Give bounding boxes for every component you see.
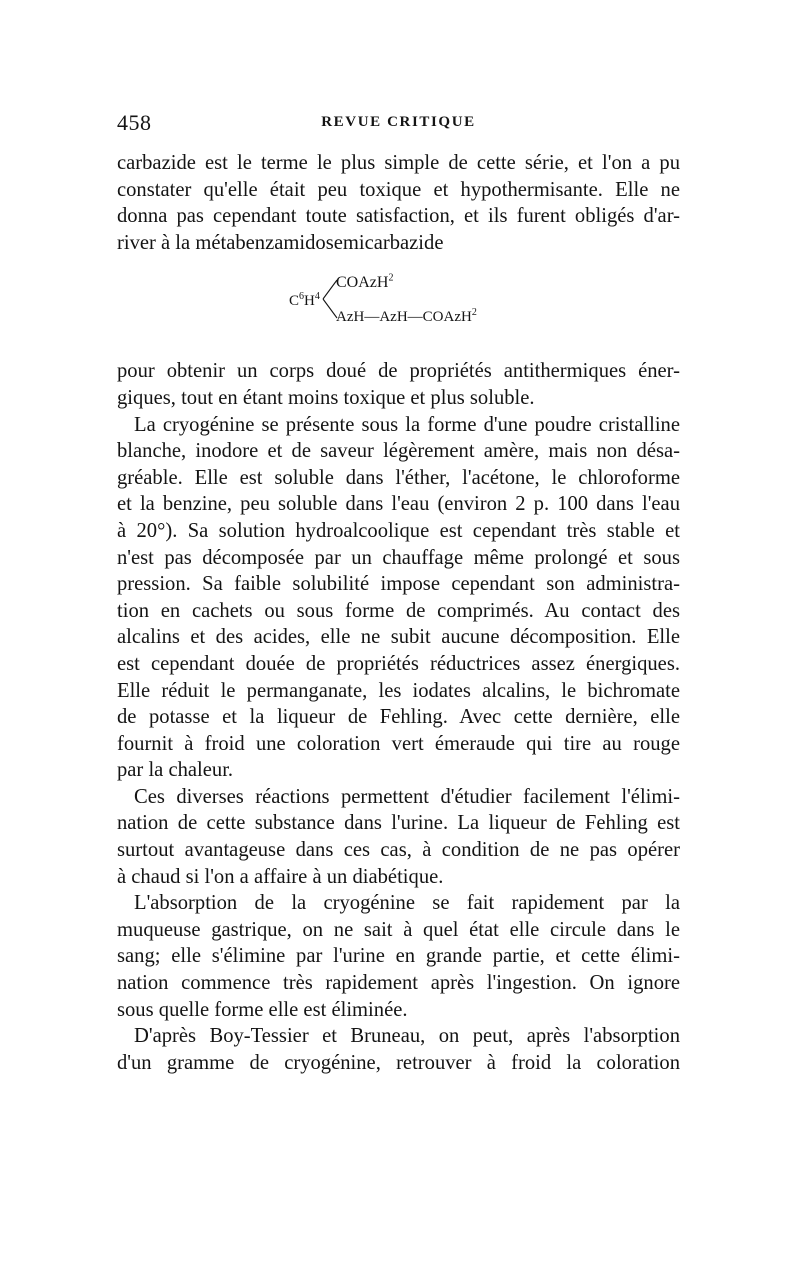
text-line: et la benzine, peu soluble dans l'eau (environ 2 p. 100 dans l'eau xyxy=(117,493,680,516)
text-line: giques, tout en étant moins toxique et plus soluble. xyxy=(117,386,535,409)
text-line: D'après Boy-Tessier et Bruneau, on peut, après l'absorption xyxy=(134,1025,680,1048)
text-line: par la chaleur. xyxy=(117,759,234,782)
text-line: Elle réduit le permanganate, les iodates alcalins, le bichromate xyxy=(117,679,680,702)
paragraph-3 xyxy=(117,412,680,784)
page-number: 458 xyxy=(117,110,152,135)
paragraph-5 xyxy=(117,890,680,1023)
paragraph-4 xyxy=(117,784,680,890)
text-line: river à la métabenzamidosemicarbazide xyxy=(117,231,444,254)
text-line: gréable. Elle est soluble dans l'éther, l'acétone, le chloroforme xyxy=(117,466,680,489)
text-line: L'absorption de la cryogénine se fait rapidement par la xyxy=(134,892,680,915)
text-line: alcalins et des acides, elle ne subit aucune décomposition. Elle xyxy=(117,626,680,649)
text-line: surtout avantageuse dans ces cas, à condition de ne pas opérer xyxy=(117,839,680,862)
text-line: Ces diverses réactions permettent d'étudier facilement l'élimi- xyxy=(134,785,680,808)
text-line: n'est pas décomposée par un chauffage même prolongé et sous xyxy=(117,546,680,569)
text-line: est cependant douée de propriétés réductrices assez énergiques. xyxy=(117,652,680,675)
text-line: donna pas cependant toute satisfaction, et ils furent obligés d'ar- xyxy=(117,205,680,228)
chemical-formula xyxy=(117,264,680,340)
text-line: sang; elle s'élimine par l'urine en grande partie, et cette élimi- xyxy=(117,945,680,968)
formula-upper-group: COAzH$^2$ xyxy=(336,273,394,292)
text-line: La cryogénine se présente sous la forme d'une poudre cristalline xyxy=(134,413,680,436)
text-line: muqueuse gastrique, on ne sait à quel état elle circule dans le xyxy=(117,918,680,941)
text-line: à 20°). Sa solution hydroalcoolique est cependant très stable et xyxy=(117,519,680,542)
text-line: blanche, inodore et de saveur légèrement amère, mais non désa- xyxy=(117,440,680,463)
paragraph-2 xyxy=(117,358,680,411)
text-line: tion en cachets ou sous forme de comprimés. Au contact des xyxy=(117,599,680,622)
paragraph-1 xyxy=(117,150,680,256)
formula-lower-group: AzH—AzH—COAzH$^2$ xyxy=(336,307,477,326)
text-line: d'un gramme de cryogénine, retrouver à froid la coloration xyxy=(117,1051,680,1074)
text-line: fournit à froid une coloration vert émeraude qui tire au rouge xyxy=(117,732,680,755)
page-header xyxy=(117,110,680,134)
formula-base: $C^6H^4$ xyxy=(289,291,320,310)
text-line: nation commence très rapidement après l'ingestion. On ignore xyxy=(117,972,680,995)
text-line: pour obtenir un corps doué de propriétés antithermiques éner- xyxy=(117,360,680,383)
body-text xyxy=(117,150,680,1076)
text-line: pression. Sa faible solubilité impose cependant son administra- xyxy=(117,573,680,596)
text-line: constater qu'elle était peu toxique et hypothermisante. Elle ne xyxy=(117,178,680,201)
paragraph-6 xyxy=(117,1023,680,1076)
text-line: nation de cette substance dans l'urine. La liqueur de Fehling est xyxy=(117,812,680,835)
text-line: carbazide est le terme le plus simple de cette série, et l'on a pu xyxy=(117,152,680,174)
text-line: de potasse et la liqueur de Fehling. Avec cette dernière, elle xyxy=(117,706,680,729)
text-line: sous quelle forme elle est éliminée. xyxy=(117,998,408,1021)
running-title: REVUE CRITIQUE xyxy=(321,114,476,130)
text-line: à chaud si l'on a affaire à un diabétique. xyxy=(117,865,444,888)
